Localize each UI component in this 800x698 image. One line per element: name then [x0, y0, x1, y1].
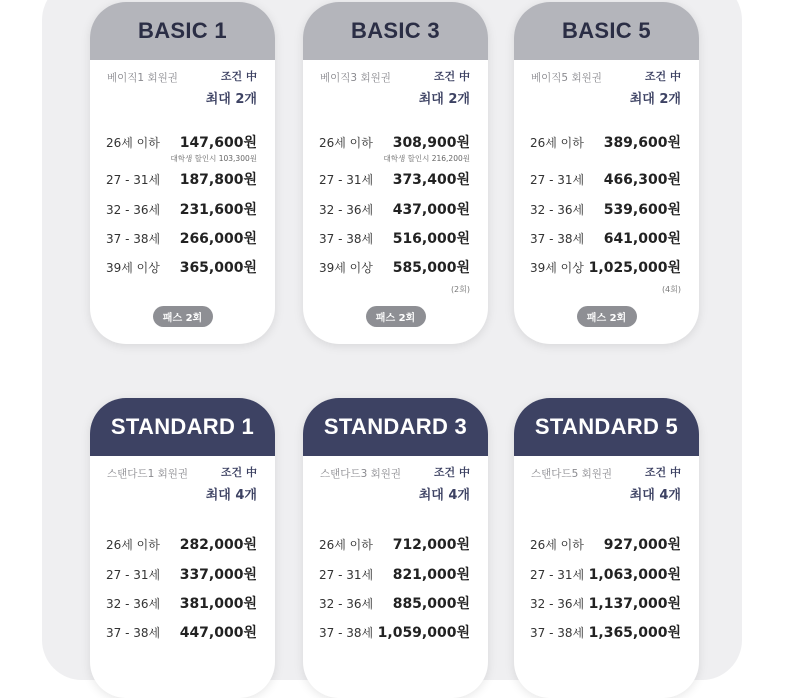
- price-value: 712,000원: [392, 537, 470, 553]
- age-range: 37 - 38세: [530, 232, 585, 246]
- pass-count-button[interactable]: 패스 2회: [577, 306, 637, 327]
- price-value: 147,600원: [179, 135, 257, 151]
- price-value: 1,137,000원: [588, 596, 681, 612]
- price-row: [90, 564, 275, 584]
- condition-label: 조건 中: [644, 466, 681, 479]
- age-range: 37 - 38세: [106, 626, 161, 640]
- age-range: 27 - 31세: [106, 568, 161, 582]
- price-row: [90, 169, 275, 189]
- age-range: 26세 이하: [319, 136, 373, 150]
- condition-label: 조건 中: [433, 70, 470, 83]
- pass-count-button[interactable]: 패스 2회: [366, 306, 426, 327]
- age-range: 37 - 38세: [319, 626, 374, 640]
- price-row: [90, 593, 275, 613]
- standard-3-card: [303, 398, 488, 698]
- price-row: [514, 169, 699, 189]
- card-title: STANDARD 1: [90, 398, 275, 456]
- pass-count-note: (4회): [661, 285, 681, 294]
- age-range: 32 - 36세: [106, 203, 161, 217]
- age-range: 27 - 31세: [106, 173, 161, 187]
- age-range: 27 - 31세: [530, 568, 585, 582]
- price-row: [514, 564, 699, 584]
- age-range: 32 - 36세: [319, 203, 374, 217]
- price-row: [514, 593, 699, 613]
- price-row: [303, 564, 488, 584]
- age-range: 32 - 36세: [530, 597, 585, 611]
- price-value: 337,000원: [179, 567, 257, 583]
- condition-label: 조건 中: [220, 466, 257, 479]
- age-range: 32 - 36세: [319, 597, 374, 611]
- condition-label: 조건 中: [644, 70, 681, 83]
- price-value: 365,000원: [179, 260, 257, 276]
- card-title: BASIC 5: [514, 2, 699, 60]
- price-row: [514, 228, 699, 248]
- max-count: 최대 2개: [418, 92, 470, 107]
- price-value: 1,365,000원: [588, 625, 681, 641]
- price-value: 585,000원: [392, 260, 470, 276]
- standard-1-card: [90, 398, 275, 698]
- price-row: [514, 622, 699, 642]
- card-title: BASIC 1: [90, 2, 275, 60]
- price-value: 308,900원: [392, 135, 470, 151]
- price-row: [90, 199, 275, 219]
- condition-label: 조건 中: [220, 70, 257, 83]
- price-row: [514, 132, 699, 152]
- pass-count-button[interactable]: 패스 2회: [153, 306, 213, 327]
- price-value: 1,063,000원: [588, 567, 681, 583]
- price-value: 927,000원: [603, 537, 681, 553]
- price-row: [303, 199, 488, 219]
- price-value: 821,000원: [392, 567, 470, 583]
- price-row: [303, 132, 488, 163]
- basic-3-card: [303, 2, 488, 344]
- price-value: 373,400원: [392, 172, 470, 188]
- age-range: 26세 이하: [530, 136, 584, 150]
- price-row: [514, 257, 699, 277]
- age-range: 39세 이상: [530, 261, 584, 275]
- student-discount-note: 대학생 할인시 216,200원: [383, 154, 470, 163]
- max-count: 최대 4개: [205, 488, 257, 503]
- pass-count-note: (2회): [450, 285, 470, 294]
- price-row: [303, 257, 488, 277]
- age-range: 37 - 38세: [530, 626, 585, 640]
- age-range: 26세 이하: [106, 136, 160, 150]
- price-value: 539,600원: [603, 202, 681, 218]
- card-title: STANDARD 5: [514, 398, 699, 456]
- age-range: 37 - 38세: [319, 232, 374, 246]
- age-range: 27 - 31세: [319, 568, 374, 582]
- age-range: 27 - 31세: [319, 173, 374, 187]
- max-count: 최대 2개: [205, 92, 257, 107]
- price-value: 516,000원: [392, 231, 470, 247]
- price-row: [90, 228, 275, 248]
- basic-1-card: [90, 2, 275, 344]
- age-range: 39세 이상: [319, 261, 373, 275]
- membership-name: 베이직1 회원권: [107, 72, 178, 84]
- membership-name: 스탠다드1 회원권: [107, 468, 189, 480]
- price-row: [303, 622, 488, 642]
- age-range: 26세 이하: [106, 538, 160, 552]
- age-range: 37 - 38세: [106, 232, 161, 246]
- membership-name: 스탠다드5 회원권: [531, 468, 613, 480]
- age-range: 32 - 36세: [106, 597, 161, 611]
- price-row: [90, 622, 275, 642]
- price-value: 466,300원: [603, 172, 681, 188]
- age-range: 27 - 31세: [530, 173, 585, 187]
- price-value: 187,800원: [179, 172, 257, 188]
- price-row: [90, 534, 275, 554]
- membership-name: 스탠다드3 회원권: [320, 468, 402, 480]
- price-value: 437,000원: [392, 202, 470, 218]
- max-count: 최대 2개: [629, 92, 681, 107]
- price-row: [514, 199, 699, 219]
- price-row: [303, 169, 488, 189]
- condition-label: 조건 中: [433, 466, 470, 479]
- price-value: 447,000원: [179, 625, 257, 641]
- age-range: 39세 이상: [106, 261, 160, 275]
- price-row: [90, 132, 275, 163]
- price-row: [303, 228, 488, 248]
- price-value: 1,025,000원: [588, 260, 681, 276]
- membership-name: 베이직5 회원권: [531, 72, 602, 84]
- max-count: 최대 4개: [418, 488, 470, 503]
- age-range: 32 - 36세: [530, 203, 585, 217]
- price-value: 641,000원: [603, 231, 681, 247]
- price-row: [303, 593, 488, 613]
- price-value: 885,000원: [392, 596, 470, 612]
- price-value: 381,000원: [179, 596, 257, 612]
- max-count: 최대 4개: [629, 488, 681, 503]
- price-value: 1,059,000원: [377, 625, 470, 641]
- student-discount-note: 대학생 할인시 103,300원: [170, 154, 257, 163]
- membership-name: 베이직3 회원권: [320, 72, 391, 84]
- price-value: 266,000원: [179, 231, 257, 247]
- price-row: [514, 534, 699, 554]
- card-title: BASIC 3: [303, 2, 488, 60]
- card-title: STANDARD 3: [303, 398, 488, 456]
- age-range: 26세 이하: [530, 538, 584, 552]
- price-value: 282,000원: [179, 537, 257, 553]
- age-range: 26세 이하: [319, 538, 373, 552]
- price-value: 389,600원: [603, 135, 681, 151]
- price-row: [303, 534, 488, 554]
- price-row: [90, 257, 275, 277]
- basic-5-card: [514, 2, 699, 344]
- standard-5-card: [514, 398, 699, 698]
- price-value: 231,600원: [179, 202, 257, 218]
